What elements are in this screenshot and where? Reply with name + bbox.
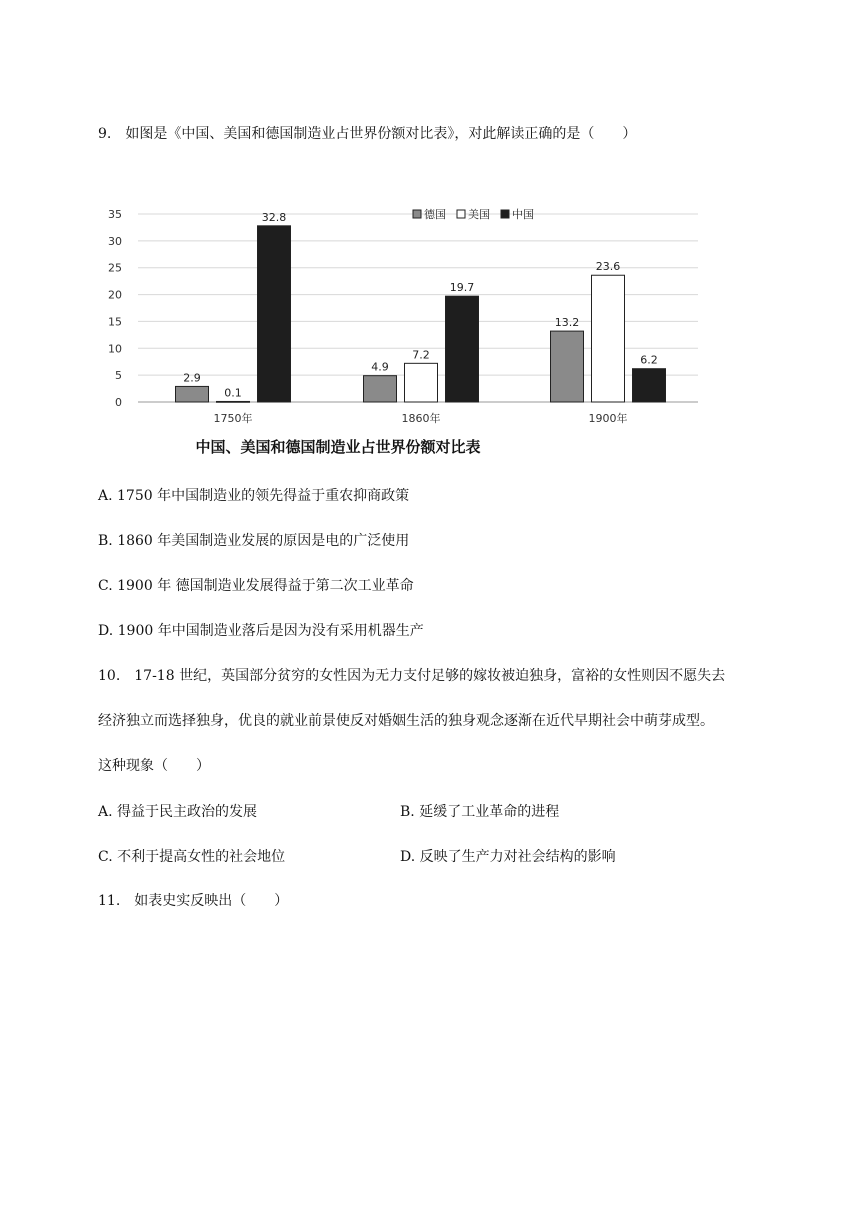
bar <box>633 369 666 402</box>
data-label: 13.2 <box>554 316 580 330</box>
bar <box>258 226 291 402</box>
legend-swatch <box>413 210 421 218</box>
data-label: 0.1 <box>224 386 242 400</box>
q10-option-b[interactable]: B. 延缓了工业革命的进程 <box>400 804 560 820</box>
question-text: 17-18 世纪，英国部分贫穷的女性因为无力支付足够的嫁妆被迫独身，富裕的女性则因不愿失去 <box>134 668 726 684</box>
bar <box>446 296 479 402</box>
y-tick-label: 10 <box>108 342 122 356</box>
question-9-stem <box>98 124 636 144</box>
data-label: 2.9 <box>183 371 201 385</box>
question-text: 如图是《中国、美国和德国制造业占世界份额对比表》，对此解读正确的是（ ） <box>125 126 637 142</box>
q10-option-d[interactable]: D. 反映了生产力对社会结构的影响 <box>400 849 616 865</box>
bar <box>592 275 625 402</box>
bar <box>217 401 250 402</box>
question-10-stem <box>98 666 725 686</box>
y-tick-label: 5 <box>115 369 122 383</box>
q10-option-c[interactable]: C. 不利于提高女性的社会地位 <box>98 849 286 865</box>
x-tick-label: 1750年 <box>213 412 253 425</box>
data-label: 19.7 <box>449 281 475 295</box>
question-number: 9. <box>98 126 112 142</box>
y-tick-label: 25 <box>108 261 122 275</box>
legend-label: 德国 <box>424 208 446 221</box>
x-tick-label: 1860年 <box>401 412 441 425</box>
q10-option-a[interactable]: A. 得益于民主政治的发展 <box>98 804 258 820</box>
y-tick-label: 15 <box>108 315 122 329</box>
question-11-stem <box>98 891 288 911</box>
bar <box>176 386 209 402</box>
y-tick-label: 35 <box>108 208 122 221</box>
data-label: 32.8 <box>261 210 287 224</box>
bar <box>364 376 397 402</box>
q9-option-b[interactable]: B. 1860 年美国制造业发展的原因是电的广泛使用 <box>98 533 410 549</box>
data-label: 23.6 <box>595 260 621 274</box>
legend-swatch <box>457 210 465 218</box>
x-tick-label: 1900年 <box>588 412 628 425</box>
legend-label: 美国 <box>468 208 490 221</box>
data-label: 6.2 <box>640 353 658 367</box>
question-number: 11. <box>98 893 121 909</box>
q9-option-a[interactable]: A. 1750 年中国制造业的领先得益于重农抑商政策 <box>98 488 410 504</box>
question-text: 如表史实反映出（ ） <box>134 893 289 909</box>
bar-chart <box>98 172 718 472</box>
bar <box>405 363 438 402</box>
legend-swatch <box>501 210 509 218</box>
bar <box>551 331 584 402</box>
question-10-stem-line2: 经济独立而选择独身，优良的就业前景使反对婚姻生活的独身观念逐渐在近代早期社会中萌芽成型。 <box>98 713 714 729</box>
y-tick-label: 30 <box>108 234 122 248</box>
data-label: 7.2 <box>412 348 430 362</box>
y-tick-label: 20 <box>108 288 122 302</box>
chart-title: 中国、美国和德国制造业占世界份额对比表 <box>195 438 481 456</box>
question-number: 10. <box>98 668 121 684</box>
y-tick-label: 0 <box>115 396 122 409</box>
q9-option-c[interactable]: C. 1900 年 德国制造业发展得益于第二次工业革命 <box>98 578 414 594</box>
q9-option-d[interactable]: D. 1900 年中国制造业落后是因为没有采用机器生产 <box>98 623 424 639</box>
question-10-stem-line3: 这种现象（ ） <box>98 758 210 774</box>
data-label: 4.9 <box>371 360 389 374</box>
legend-label: 中国 <box>512 208 534 221</box>
